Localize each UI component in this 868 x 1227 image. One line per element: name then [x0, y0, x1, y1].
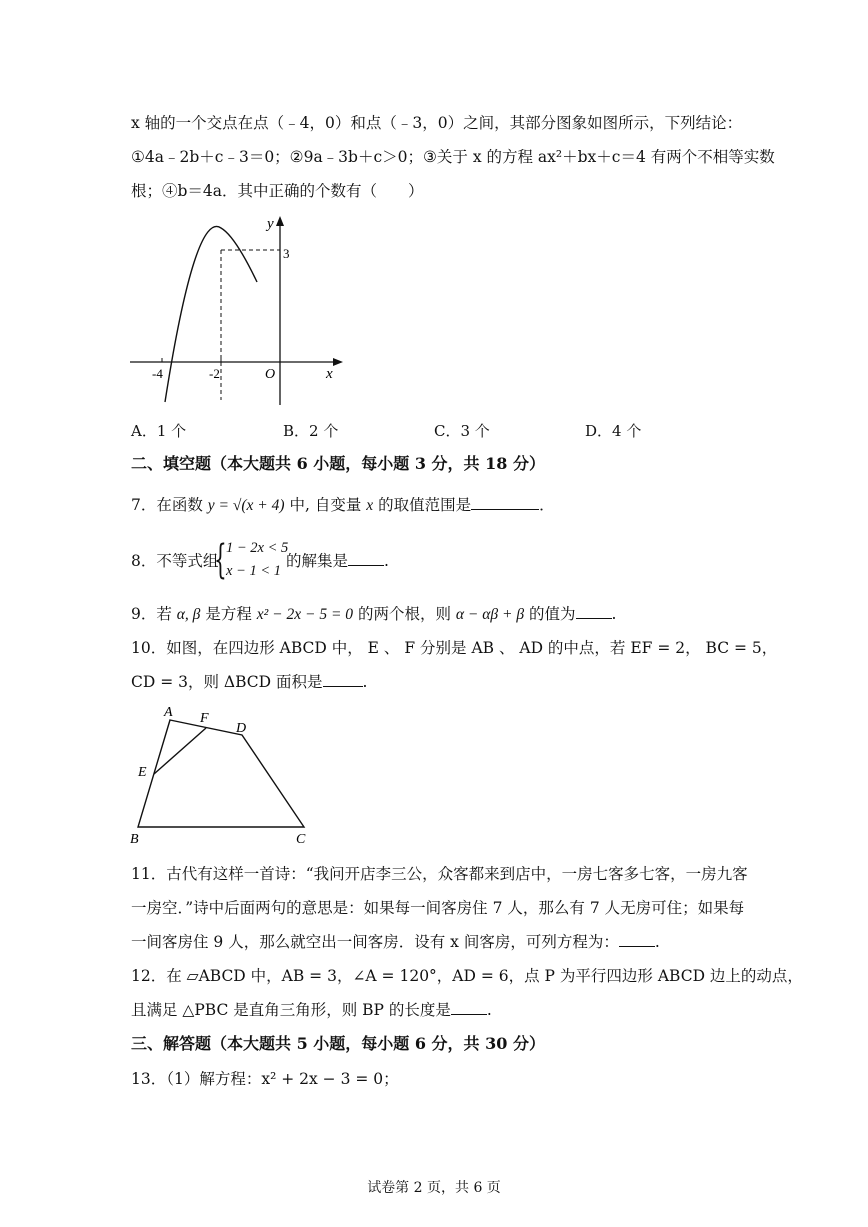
option-a: A．1 个	[131, 422, 187, 440]
q9-prefix: 9．若	[131, 605, 177, 623]
tick-label-3: 3	[283, 246, 290, 261]
label-f: F	[200, 711, 209, 726]
q10-answer-blank[interactable]	[323, 672, 363, 687]
q7-variable: x	[366, 497, 374, 514]
x-axis-arrow	[333, 358, 343, 366]
q9-suffix: 的值为	[524, 605, 576, 623]
y-axis-arrow	[276, 216, 284, 226]
q9-expression: α − αβ + β	[455, 606, 525, 623]
option-c: C．3 个	[434, 422, 490, 440]
q10-line-2-text: CD = 3，则 ΔBCD 面积是	[131, 673, 323, 691]
q6-line-2: ①4a﹣2b＋c﹣3＝0；②9a﹣3b＋c＞0；③关于 x 的方程 ax²＋bx＋c＝4 有两个不相等实数	[131, 148, 775, 166]
label-b: B	[130, 832, 139, 847]
origin-label: O	[265, 367, 276, 382]
q8-end: .	[384, 552, 389, 570]
q7	[131, 494, 555, 517]
q10-end: .	[362, 673, 368, 691]
q9-equation: x² − 2x − 5 = 0	[256, 606, 354, 623]
q9-mid2: 的两个根，则	[353, 605, 456, 623]
q8-prefix: 8．不等式组	[131, 552, 219, 570]
q7-suffix: 的取值范围是	[373, 496, 472, 514]
q10-line-2	[131, 671, 367, 693]
q6-line-1: x 轴的一个交点在点（﹣4，0）和点（﹣3，0）之间，其部分图象如图所示，下列结论：	[131, 114, 743, 132]
q9-answer-blank[interactable]	[576, 604, 612, 619]
q12-end: .	[486, 1001, 492, 1019]
q9-roots: α, β	[176, 606, 201, 623]
q7-function: y = √(x + 4)	[207, 497, 285, 514]
q12-line-2-text: 且满足 △PBC 是直角三角形，则 BP 的长度是	[131, 1001, 451, 1019]
q8-answer-blank[interactable]	[348, 551, 384, 566]
q9-end: .	[611, 605, 617, 623]
q10-line-1: 10．如图，在四边形 ABCD 中， E 、 F 分别是 AB 、 AD 的中点，若 EF = 2， BC = 5，	[131, 639, 778, 657]
page-footer: 试卷第 2 页，共 6 页	[367, 1180, 501, 1196]
q13-text: 13．（1）解方程：x² + 2x − 3 = 0；	[131, 1070, 399, 1088]
q11-line-1: 11．古代有这样一首诗：“我问开店李三公，众客都来到店中，一房七客多七客，一房九客	[131, 865, 748, 883]
y-axis-label: y	[267, 216, 274, 232]
label-c: C	[296, 832, 306, 847]
q7-answer-blank[interactable]	[471, 495, 539, 510]
section-3-heading: 三、解答题（本大题共 5 小题，每小题 6 分，共 30 分）	[131, 1034, 545, 1053]
q11-line-3	[131, 931, 660, 953]
segment-ef	[154, 728, 206, 774]
q8-tail	[286, 550, 389, 572]
quadrilateral-figure	[128, 700, 318, 848]
q7-end: ．	[539, 496, 555, 514]
q7-prefix: 7．在函数	[131, 496, 208, 514]
q6-line-3: 根；④b＝4a．其中正确的个数有（ ）	[131, 182, 424, 200]
label-a: A	[164, 705, 173, 720]
q7-mid: 中, 自变量	[284, 496, 367, 514]
label-e: E	[138, 765, 147, 780]
q8-suffix: 的解集是	[286, 552, 349, 570]
section-2-heading: 二、填空题（本大题共 6 小题，每小题 3 分，共 18 分）	[131, 454, 545, 473]
q8-brace: {	[214, 537, 227, 583]
tick-label-neg2: -2	[209, 366, 220, 381]
q11-line-2: 一房空．”诗中后面两句的意思是：如果每一间客房住 7 人，那么有 7 人无房可住；如果每	[131, 899, 745, 917]
q9-mid: 是方程	[200, 605, 257, 623]
parabola-graph	[125, 210, 350, 410]
q11-answer-blank[interactable]	[619, 932, 655, 947]
q12-line-2	[131, 999, 492, 1021]
q11-end: .	[654, 933, 660, 951]
option-b: B．2 个	[283, 422, 339, 440]
q11-line-3-text: 一间客房住 9 人，那么就空出一间客房．设有 x 间客房，可列方程为：	[131, 933, 619, 951]
option-d: D．4 个	[585, 422, 642, 440]
label-d: D	[236, 721, 247, 736]
q12-answer-blank[interactable]	[451, 1000, 487, 1015]
q8-inequality-2: x − 1 < 1	[226, 563, 282, 579]
tick-label-neg4: -4	[152, 366, 163, 381]
x-axis-label: x	[326, 366, 333, 382]
q12-line-1: 12．在 ▱ABCD 中，AB = 3，∠A = 120°，AD = 6，点 P 为平行四边形 ABCD 边上的动点，	[131, 967, 803, 985]
q8-inequality-1: 1 − 2x < 5	[226, 540, 289, 556]
q9	[131, 603, 616, 626]
quadrilateral-abcd	[138, 720, 304, 827]
